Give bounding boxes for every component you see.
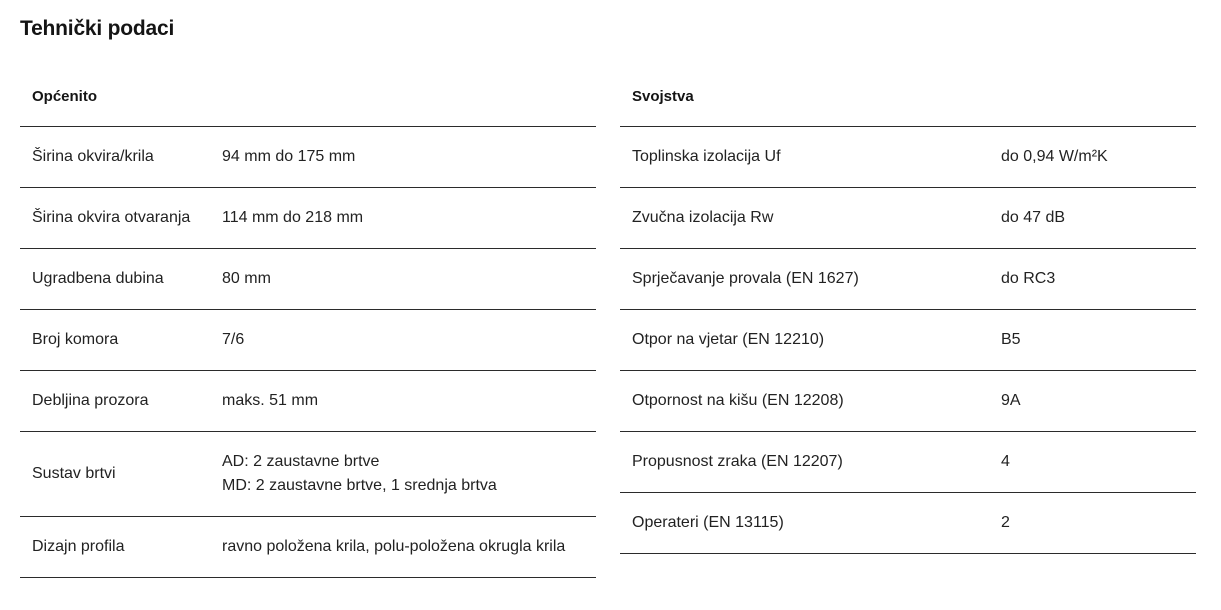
row-label: Toplinska izolacija Uf xyxy=(632,148,781,165)
table-row xyxy=(20,127,596,188)
row-value: AD: 2 zaustavne brtve MD: 2 zaustavne brtve, 1 srednja brtva xyxy=(222,453,497,494)
table-row xyxy=(620,432,1196,493)
row-value: 114 mm do 218 mm xyxy=(222,209,364,226)
row-value: ravno položena krila, polu-položena okrugla krila xyxy=(222,538,566,555)
table-row xyxy=(620,188,1196,249)
row-value: 94 mm do 175 mm xyxy=(222,148,356,165)
table-row xyxy=(620,371,1196,432)
table-row xyxy=(20,371,596,432)
properties-specs-heading: Svojstva xyxy=(620,67,1196,127)
row-value: 4 xyxy=(1001,453,1010,470)
row-label: Širina okvira/krila xyxy=(32,148,154,165)
row-label: Zvučna izolacija Rw xyxy=(632,209,774,226)
row-label: Sprječavanje provala (EN 1627) xyxy=(632,270,859,287)
row-label: Sustav brtvi xyxy=(32,465,116,482)
row-label: Otpor na vjetar (EN 12210) xyxy=(632,331,825,348)
table-row xyxy=(20,188,596,249)
row-label: Operateri (EN 13115) xyxy=(632,514,784,531)
row-label: Debljina prozora xyxy=(32,392,149,409)
row-value: 9A xyxy=(1001,392,1021,409)
row-label: Ugradbena dubina xyxy=(32,270,164,287)
row-value: 2 xyxy=(1001,514,1010,531)
row-label: Širina okvira otvaranja xyxy=(32,209,191,226)
row-value: B5 xyxy=(1001,331,1021,348)
row-value: do RC3 xyxy=(1001,270,1056,287)
general-specs-heading: Općenito xyxy=(20,67,596,127)
row-value: do 0,94 W/m²K xyxy=(1001,148,1108,165)
properties-specs-table xyxy=(620,67,1196,554)
row-value: maks. 51 mm xyxy=(222,392,319,409)
row-value: do 47 dB xyxy=(1001,209,1066,226)
row-value: 80 mm xyxy=(222,270,271,287)
page-title: Tehnički podaci xyxy=(20,17,175,40)
row-label: Dizajn profila xyxy=(32,538,125,555)
row-label: Propusnost zraka (EN 12207) xyxy=(632,453,843,470)
table-row xyxy=(620,310,1196,371)
general-specs-table xyxy=(20,67,596,578)
table-row xyxy=(620,493,1196,554)
table-row xyxy=(20,249,596,310)
table-row xyxy=(620,127,1196,188)
table-row xyxy=(20,310,596,371)
table-row xyxy=(20,432,596,517)
row-value: 7/6 xyxy=(222,331,245,348)
row-label: Broj komora xyxy=(32,331,119,348)
table-row xyxy=(620,249,1196,310)
row-label: Otpornost na kišu (EN 12208) xyxy=(632,392,844,409)
table-row xyxy=(20,517,596,578)
